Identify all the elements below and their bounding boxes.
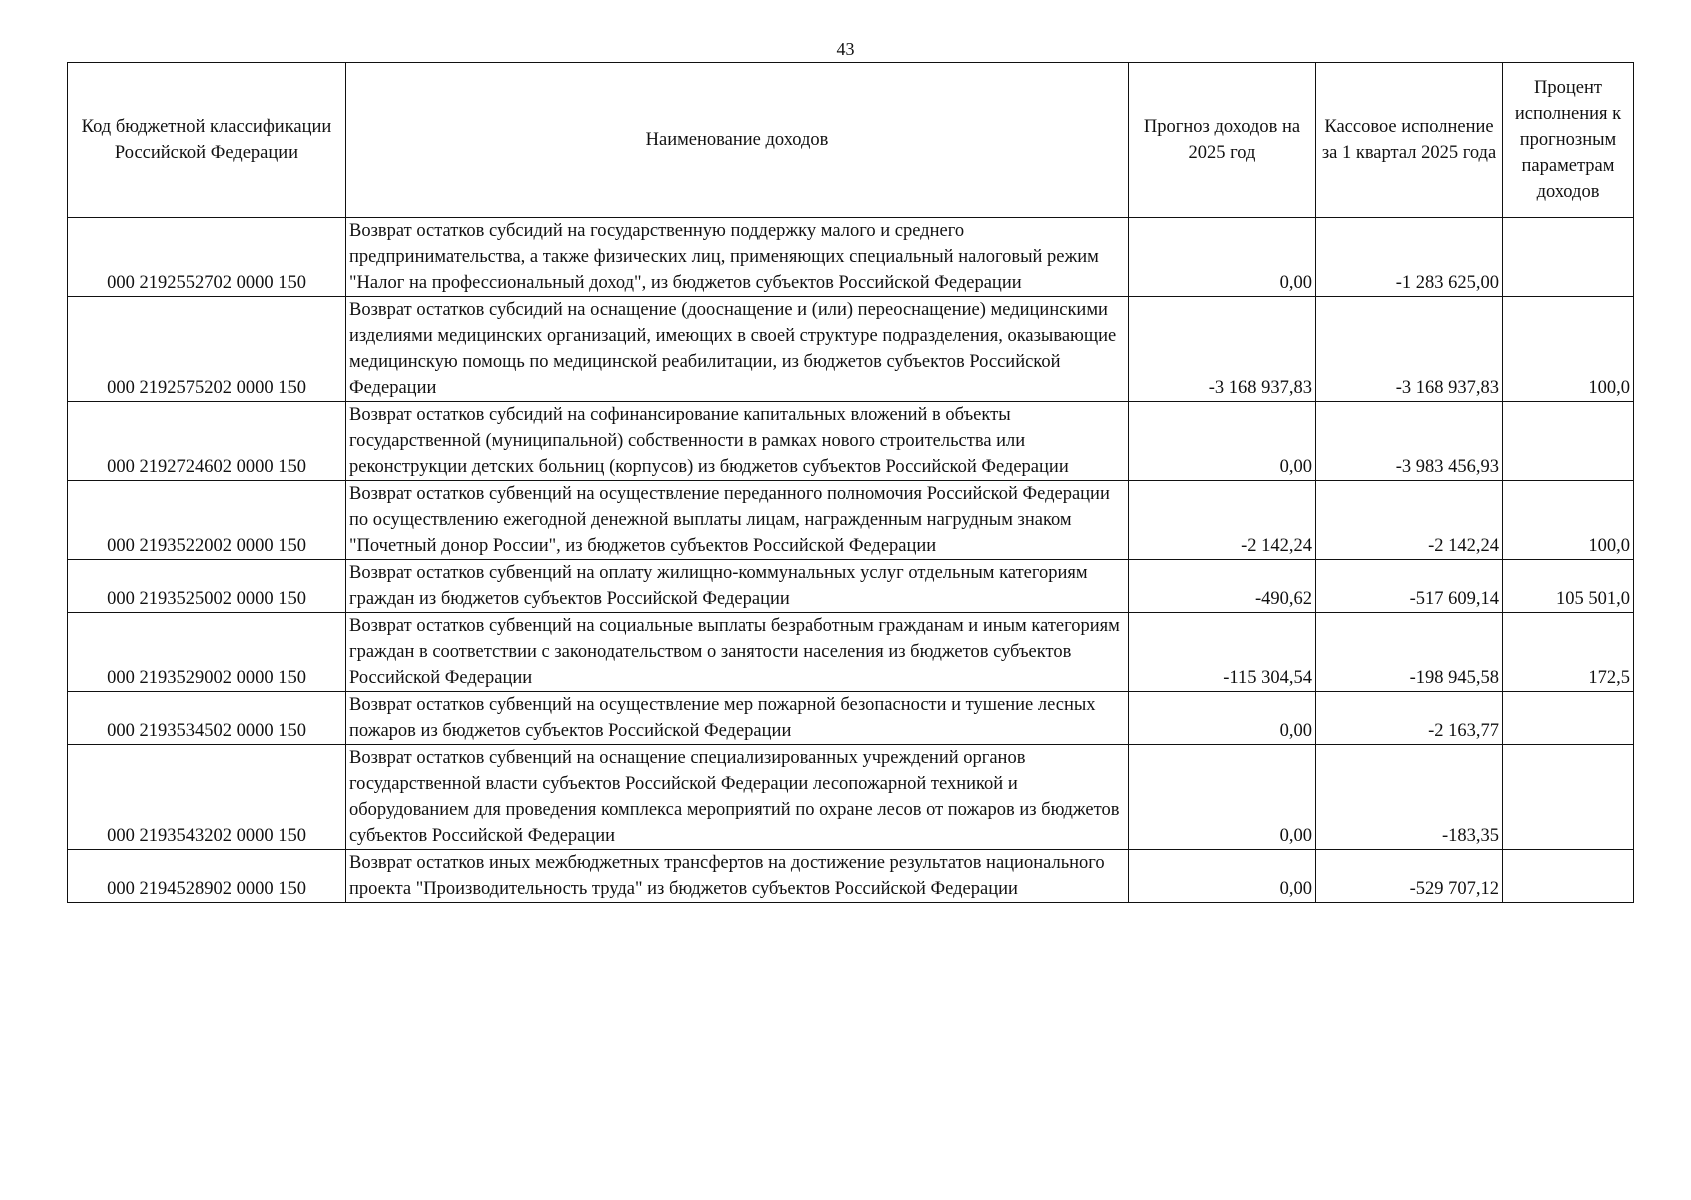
row-execution: -2 163,77 (1316, 692, 1503, 745)
row-name: Возврат остатков субвенций на оплату жилищно-коммунальных услуг отдельным категориям граждан из бюджетов субъектов Российской Федерации (346, 560, 1129, 613)
row-execution: -198 945,58 (1316, 613, 1503, 692)
row-name: Возврат остатков субвенций на оснащение специализированных учреждений органов государственной власти субъектов Российской Федерации лесопожарной техникой и оборудованием для проведения комплекса мероприятий по охране лесов от пожаров из бюджетов субъектов Российской Федерации (346, 745, 1129, 850)
row-execution: -183,35 (1316, 745, 1503, 850)
row-percent (1503, 850, 1634, 903)
row-percent (1503, 218, 1634, 297)
table-row (68, 745, 1634, 850)
header-execution: Кассовое исполнение за 1 квартал 2025 года (1316, 63, 1503, 218)
header-forecast: Прогноз доходов на 2025 год (1129, 63, 1316, 218)
row-forecast: -3 168 937,83 (1129, 297, 1316, 402)
row-percent: 100,0 (1503, 481, 1634, 560)
row-name: Возврат остатков иных межбюджетных трансфертов на достижение результатов национального проекта "Производительность труда" из бюджетов субъектов Российской Федерации (346, 850, 1129, 903)
row-execution: -529 707,12 (1316, 850, 1503, 903)
row-code: 000 2193525002 0000 150 (68, 560, 346, 613)
table-row (68, 850, 1634, 903)
row-name: Возврат остатков субвенций на осуществление мер пожарной безопасности и тушение лесных пожаров из бюджетов субъектов Российской Федерации (346, 692, 1129, 745)
table-row (68, 297, 1634, 402)
header-percent: Процент исполнения к прогнозным параметрам доходов (1503, 63, 1634, 218)
row-code: 000 2192575202 0000 150 (68, 297, 346, 402)
row-code: 000 2193529002 0000 150 (68, 613, 346, 692)
page-number: 43 (836, 39, 855, 59)
income-table (67, 62, 1634, 903)
row-percent: 105 501,0 (1503, 560, 1634, 613)
row-code: 000 2194528902 0000 150 (68, 850, 346, 903)
row-percent: 172,5 (1503, 613, 1634, 692)
row-code: 000 2192552702 0000 150 (68, 218, 346, 297)
header-code: Код бюджетной классификации Российской Федерации (68, 63, 346, 218)
row-name: Возврат остатков субвенций на осуществление переданного полномочия Российской Федерации по осуществлению ежегодной денежной выплаты лицам, награжденным нагрудным знаком "Почетный донор России", из бюджетов субъектов Российской Федерации (346, 481, 1129, 560)
header-name: Наименование доходов (346, 63, 1129, 218)
row-forecast: -2 142,24 (1129, 481, 1316, 560)
row-forecast: 0,00 (1129, 745, 1316, 850)
row-percent (1503, 692, 1634, 745)
row-name: Возврат остатков субвенций на социальные выплаты безработным гражданам и иным категориям граждан в соответствии с законодательством о занятости населения из бюджетов субъектов Российской Федерации (346, 613, 1129, 692)
row-code: 000 2192724602 0000 150 (68, 402, 346, 481)
row-forecast: 0,00 (1129, 850, 1316, 903)
table-row (68, 560, 1634, 613)
table-row (68, 481, 1634, 560)
row-execution: -3 168 937,83 (1316, 297, 1503, 402)
row-code: 000 2193543202 0000 150 (68, 745, 346, 850)
row-forecast: -115 304,54 (1129, 613, 1316, 692)
row-code: 000 2193522002 0000 150 (68, 481, 346, 560)
row-percent: 100,0 (1503, 297, 1634, 402)
row-execution: -517 609,14 (1316, 560, 1503, 613)
row-name: Возврат остатков субсидий на государственную поддержку малого и среднего предпринимательства, а также физических лиц, применяющих специальный налоговый режим "Налог на профессиональный доход", из бюджетов субъектов Российской Федерации (346, 218, 1129, 297)
row-execution: -1 283 625,00 (1316, 218, 1503, 297)
table-row (68, 613, 1634, 692)
row-execution: -2 142,24 (1316, 481, 1503, 560)
row-percent (1503, 745, 1634, 850)
table-row (68, 218, 1634, 297)
row-forecast: -490,62 (1129, 560, 1316, 613)
table-row (68, 402, 1634, 481)
row-name: Возврат остатков субсидий на оснащение (дооснащение и (или) переоснащение) медицинскими изделиями медицинских организаций, имеющих в своей структуре подразделения, оказывающие медицинскую помощь по медицинской реабилитации, из бюджетов субъектов Российской Федерации (346, 297, 1129, 402)
row-forecast: 0,00 (1129, 692, 1316, 745)
row-forecast: 0,00 (1129, 218, 1316, 297)
row-execution: -3 983 456,93 (1316, 402, 1503, 481)
row-percent (1503, 402, 1634, 481)
row-name: Возврат остатков субсидий на софинансирование капитальных вложений в объекты государственной (муниципальной) собственности в рамках нового строительства или реконструкции детских больниц (корпусов) из бюджетов субъектов Российской Федерации (346, 402, 1129, 481)
table-row (68, 692, 1634, 745)
row-code: 000 2193534502 0000 150 (68, 692, 346, 745)
table-header-row (68, 63, 1634, 218)
row-forecast: 0,00 (1129, 402, 1316, 481)
